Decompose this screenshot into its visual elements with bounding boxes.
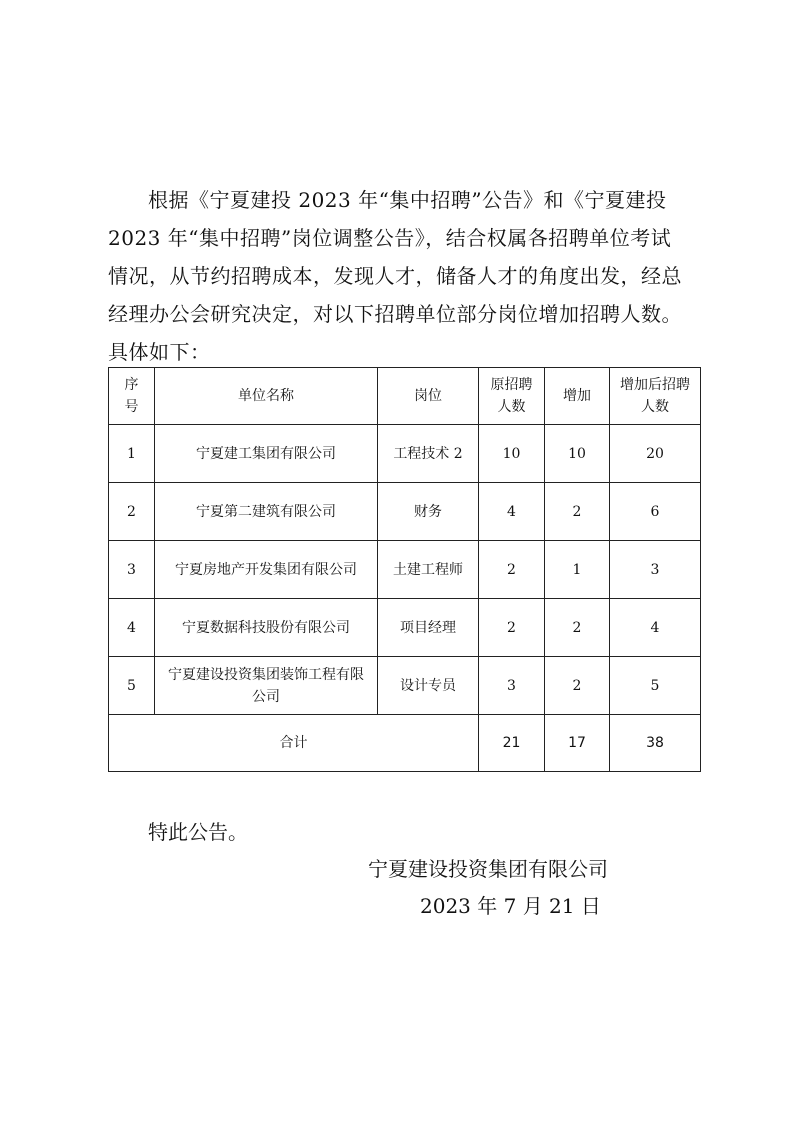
closing-notice: 特此公告。	[148, 820, 248, 844]
cell-after: 4	[610, 599, 701, 657]
issue-date: 2023 年 7 月 21 日	[420, 894, 601, 918]
cell-seq: 2	[109, 483, 155, 541]
table-total-row	[109, 715, 701, 772]
table-row	[109, 425, 701, 483]
table-row	[109, 541, 701, 599]
total-label: 合计	[109, 715, 479, 772]
intro-line-5: 具体如下：	[108, 340, 211, 364]
cell-seq: 3	[109, 541, 155, 599]
cell-after: 20	[610, 425, 701, 483]
cell-seq: 1	[109, 425, 155, 483]
cell-seq: 4	[109, 599, 155, 657]
header-original: 原招聘人数	[479, 368, 545, 425]
cell-added: 2	[545, 657, 610, 715]
cell-original: 2	[479, 541, 545, 599]
cell-after: 3	[610, 541, 701, 599]
cell-position: 设计专员	[378, 657, 479, 715]
cell-position: 财务	[378, 483, 479, 541]
cell-unit: 宁夏建工集团有限公司	[155, 425, 378, 483]
cell-original: 4	[479, 483, 545, 541]
table-header-row	[109, 368, 701, 425]
cell-added: 1	[545, 541, 610, 599]
table-row	[109, 657, 701, 715]
header-after: 增加后招聘人数	[610, 368, 701, 425]
total-added: 17	[545, 715, 610, 772]
cell-unit: 宁夏第二建筑有限公司	[155, 483, 378, 541]
table-row	[109, 483, 701, 541]
intro-line-3: 情况，从节约招聘成本，发现人才，储备人才的角度出发，经总	[108, 264, 682, 288]
header-unit: 单位名称	[155, 368, 378, 425]
cell-original: 2	[479, 599, 545, 657]
cell-added: 2	[545, 483, 610, 541]
cell-position: 项目经理	[378, 599, 479, 657]
table-row	[109, 599, 701, 657]
total-after: 38	[610, 715, 701, 772]
cell-added: 2	[545, 599, 610, 657]
cell-original: 3	[479, 657, 545, 715]
header-added: 增加	[545, 368, 610, 425]
intro-line-4: 经理办公会研究决定，对以下招聘单位部分岗位增加招聘人数。	[108, 302, 682, 326]
intro-line-1: 根据《宁夏建投 2023 年“集中招聘”公告》和《宁夏建投	[148, 188, 667, 212]
header-seq: 序号	[109, 368, 155, 425]
cell-after: 6	[610, 483, 701, 541]
cell-unit: 宁夏数据科技股份有限公司	[155, 599, 378, 657]
recruitment-table	[108, 367, 701, 772]
cell-original: 10	[479, 425, 545, 483]
header-position: 岗位	[378, 368, 479, 425]
issuer-name: 宁夏建设投资集团有限公司	[368, 857, 608, 881]
cell-added: 10	[545, 425, 610, 483]
cell-position: 工程技术 2	[378, 425, 479, 483]
cell-unit: 宁夏房地产开发集团有限公司	[155, 541, 378, 599]
cell-seq: 5	[109, 657, 155, 715]
intro-line-2: 2023 年“集中招聘”岗位调整公告》，结合权属各招聘单位考试	[108, 226, 672, 250]
cell-position: 土建工程师	[378, 541, 479, 599]
cell-unit: 宁夏建设投资集团装饰工程有限公司	[155, 657, 378, 715]
cell-after: 5	[610, 657, 701, 715]
total-original: 21	[479, 715, 545, 772]
